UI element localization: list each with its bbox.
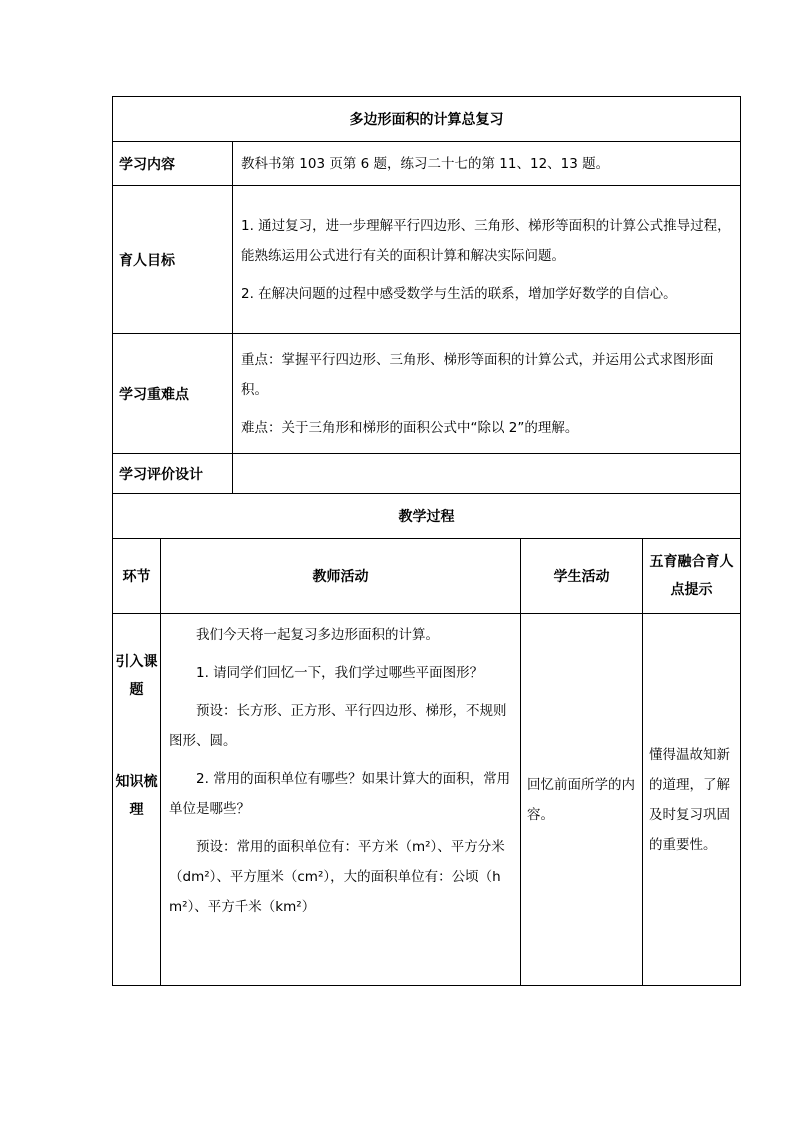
eval-text [233, 454, 741, 494]
teacher-line-3: 预设：长方形、正方形、平行四边形、梯形，不规则图形、圆。 [169, 703, 507, 749]
teacher-line-2: 1. 请同学们回忆一下，我们学过哪些平面图形？ [196, 665, 484, 681]
process-section-title: 教学过程 [113, 494, 741, 539]
stage-intro: 引入课题 [115, 654, 158, 698]
process-body-row [113, 614, 741, 986]
teacher-line-5: 预设：常用的面积单位有：平方米（m²）、平方分米（dm²）、平方厘米（cm²），大的面积单位有：公顷（h m²）、平方千米（km²） [169, 839, 505, 915]
key-text [233, 334, 741, 454]
goal-label: 育人目标 [113, 186, 233, 334]
lesson-plan-table [112, 96, 741, 986]
teacher-activity [161, 614, 521, 986]
goal-row [113, 186, 741, 334]
header-student: 学生活动 [521, 539, 643, 614]
header-tips: 五育融合育人点提示 [643, 539, 741, 614]
header-stage: 环节 [113, 539, 161, 614]
content-label: 学习内容 [113, 142, 233, 186]
key-row [113, 334, 741, 454]
goal-text [233, 186, 741, 334]
teacher-line-4: 2. 常用的面积单位有哪些？如果计算大的面积，常用单位是哪些？ [169, 771, 511, 817]
stage-review: 知识梳理 [115, 774, 158, 818]
header-teacher: 教师活动 [161, 539, 521, 614]
document-title: 多边形面积的计算总复习 [113, 97, 741, 142]
eval-label: 学习评价设计 [113, 454, 233, 494]
teacher-line-1: 我们今天将一起复习多边形面积的计算。 [196, 627, 439, 643]
title-row [113, 97, 741, 142]
process-header-row [113, 539, 741, 614]
key-label: 学习重难点 [113, 334, 233, 454]
process-title-row [113, 494, 741, 539]
education-tips: 懂得温故知新的道理，了解及时复习巩固的重要性。 [643, 614, 741, 986]
goal-item-2: 2. 在解决问题的过程中感受数学与生活的联系，增加学好数学的自信心。 [241, 285, 677, 302]
content-text: 教科书第 103 页第 6 题，练习二十七的第 11、12、13 题。 [233, 142, 741, 186]
key-point: 重点：掌握平行四边形、三角形、梯形等面积的计算公式，并运用公式求图形面积。 [241, 351, 714, 398]
goal-item-1: 1. 通过复习，进一步理解平行四边形、三角形、梯形等面积的计算公式推导过程，能熟练运用公式进行有关的面积计算和解决实际问题。 [241, 217, 731, 264]
student-activity: 回忆前面所学的内容。 [521, 614, 643, 986]
eval-row [113, 454, 741, 494]
stage-cell [113, 614, 161, 986]
difficult-point: 难点：关于三角形和梯形的面积公式中“除以 2”的理解。 [241, 419, 579, 436]
content-row [113, 142, 741, 186]
